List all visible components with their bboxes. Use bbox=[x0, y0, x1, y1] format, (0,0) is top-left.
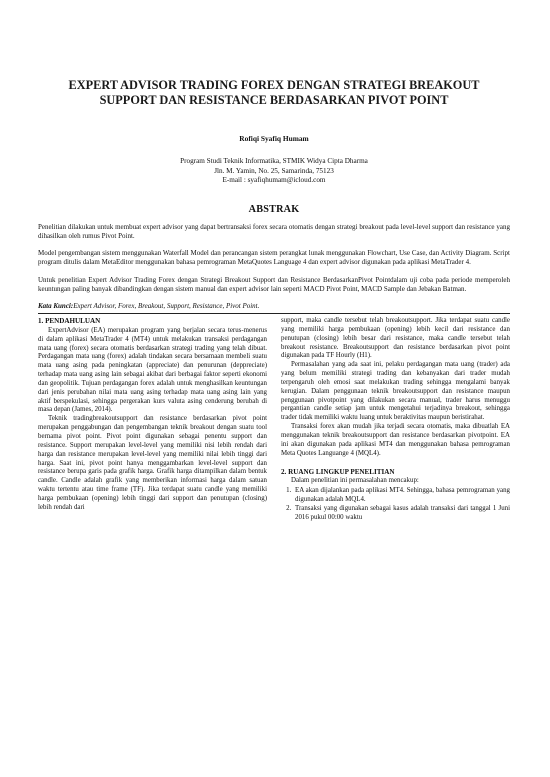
body-columns bbox=[38, 313, 510, 523]
abstract-paragraph-2: Model pengembangan sistem menggunakan Waterfall Model dan perancangan sistem perangkat lunak menggunakan Flowchart, Use Case, dan Activity Diagram. Script program ditulis dalam MetaEditor menggunakan bahasa pemrograman MetaQuotes Language 4 dan expert advisor digunakan pada aplikasi MetaTrader 4. bbox=[38, 249, 510, 267]
abstract-paragraph-1: Penelitian dilakukan untuk membuat expert advisor yang dapat bertransaksi forex secara otomatis dengan strategi breakout pada level-level support dan resistance yang dihasilkan oleh rumus Pivot Point. bbox=[38, 222, 510, 240]
section-heading-scope: 2. RUANG LINGKUP PENELITIAN bbox=[281, 467, 395, 476]
intro-paragraph-1: ExpertAdvisor (EA) merupakan program yang berjalan secara terus-menerus di dalam aplikasi MetaTrader 4 (MT4) untuk melakukan transaksi perdagangan mata uang (forex) secara otomatis berdasarkan strategi trading yang telah dibuat. Perdagangan mata uang (forex) adalah tindakan secara bersamaan membeli suatu mata uang asing pada peningkatan (appreciate) dan penurunan (deppreciate) terhadap mata uang asing lain sebagai akibat dari berbagai faktor seperti ekonomi dan geopolitik. Tujuan perdagangan forex adalah untuk menghasilkan keuntungan dari jenis perubahan nilai mata uang asing terhadap mata uang asing lain yang aktif berspekulasi, sehingga pergerakan kurs valuta asing cenderung berubah di masa depan (James, 2014). bbox=[38, 326, 267, 414]
title-line-2: SUPPORT DAN RESISTANCE BERDASARKAN PIVOT POINT bbox=[99, 93, 449, 107]
affiliation bbox=[38, 157, 510, 186]
intro-paragraph-3: support, maka candle tersebut telah breakoutsupport. Jika terdapat suatu candle yang memiliki harga pembukaan (opening) lebih kecil dari resistance dan penutupan (closing) lebih besar dari resistance, maka candle tersebut telah breakout resistance. Breakoutsupport dan resistance berdasarkan pivot point digunakan pada TF Hourly (H1). bbox=[281, 317, 510, 360]
left-column bbox=[38, 317, 267, 523]
scope-paragraph: Dalam penelitian ini permasalahan mencakup: bbox=[291, 477, 419, 485]
affiliation-line-1: Program Studi Teknik Informatika, STMIK Widya Cipta Dharma bbox=[180, 157, 368, 165]
abstract-heading: ABSTRAK bbox=[248, 203, 300, 215]
list-item: 1. EA akan dijalankan pada aplikasi MT4. Sehingga, bahasa pemrograman yang digunakan adalah MQL4. bbox=[293, 487, 510, 505]
scope-list bbox=[281, 487, 510, 522]
title-line-1: EXPERT ADVISOR TRADING FOREX DENGAN STRATEGI BREAKOUT bbox=[68, 78, 480, 92]
intro-paragraph-5: Transaksi forex akan mudah jika terjadi secara otomatis, maka dibuatlah EA menggunakan teknik breakoutsupport dan resistance berdasarkan pivotpoint. EA ini akan digunakan pada aplikasi MT4 dan menggunakan bahasa pemrograman Meta Quotes Languange 4 (MQL4). bbox=[281, 423, 510, 457]
right-column bbox=[281, 317, 510, 523]
abstract-paragraph-3: Untuk penelitian Expert Advisor Trading Forex dengan Strategi Breakout Support dan Resistance BerdasarkanPivot Pointdalam uji coba pada periode memperoleh keuntungan paling banyak dibandingkan dengan sistem manual dan expert advisor lain seperti MACD Pivot Point, MACD Sample dan Jebakan Batman. bbox=[38, 275, 510, 293]
section-heading-introduction: 1. PENDAHULUAN bbox=[38, 317, 101, 325]
list-item: 2. Transaksi yang digunakan sebagai kasus adalah transaksi dari tanggal 1 Juni 2016 pukul 00:00 waktu bbox=[293, 505, 510, 523]
keywords-text: Expert Advisor, Forex, Breakout, Support, Resistance, Pivot Point. bbox=[73, 302, 260, 310]
affiliation-email: E-mail : syafiqhumam@icloud.com bbox=[222, 176, 326, 185]
author-name: Rofiqi Syafiq Humam bbox=[239, 134, 309, 143]
keywords-label: Kata Kunci: bbox=[38, 302, 74, 310]
keywords-line bbox=[38, 302, 510, 311]
intro-paragraph-4: Permasalahan yang ada saat ini, pelaku perdagangan mata uang (trader) ada yang belum memiliki strategi trading dan kebanyakan dari trader mudah terpengaruh oleh emosi saat melakukan trading sehingga mengalami banyak kerugian. Dalam penggunaan teknik breakoutsupport dan resistance maupun penggunaan pivotpoint yang dilakukan secara manual, trader harus menuggu pergantian candle setiap jam untuk mengetahui terjadinya breakout, sehingga trader tidak memiliki waktu luang untuk beraktivitas maupun beristirahat. bbox=[281, 361, 510, 422]
paper-title bbox=[58, 78, 490, 108]
intro-paragraph-2: Teknik tradingbreakoutsupport dan resistance berdasarkan pivot point merupakan penggabungan dan pengembangan teknik breakout dengan suatu tool bernama pivot point. Pivot point digunakan sebagai penentu support dan resistance. Support merupakan level-level yang memiliki nisi lebih rendah dari harga dan resistance merupakan level-level yang memiliki nilai lebih tinggi dari harga. Saat ini, pivot point hanya menggambarkan level-level support dan resistance berupa garis pada grafik harga. Grafik harga ditampilkan dalam bentuk candle. Candle adalah grafik yang memberikan informasi harga dalam satuan waktu tertentu atau time frame (TF). Jika terdapat suatu candle yang memiliki harga pembukaan (opening) lebih tinggi dari support dan penutupan (closing) lebih rendah dari bbox=[38, 415, 267, 511]
affiliation-line-2: Jln. M. Yamin, No. 25, Samarinda, 75123 bbox=[214, 166, 334, 175]
